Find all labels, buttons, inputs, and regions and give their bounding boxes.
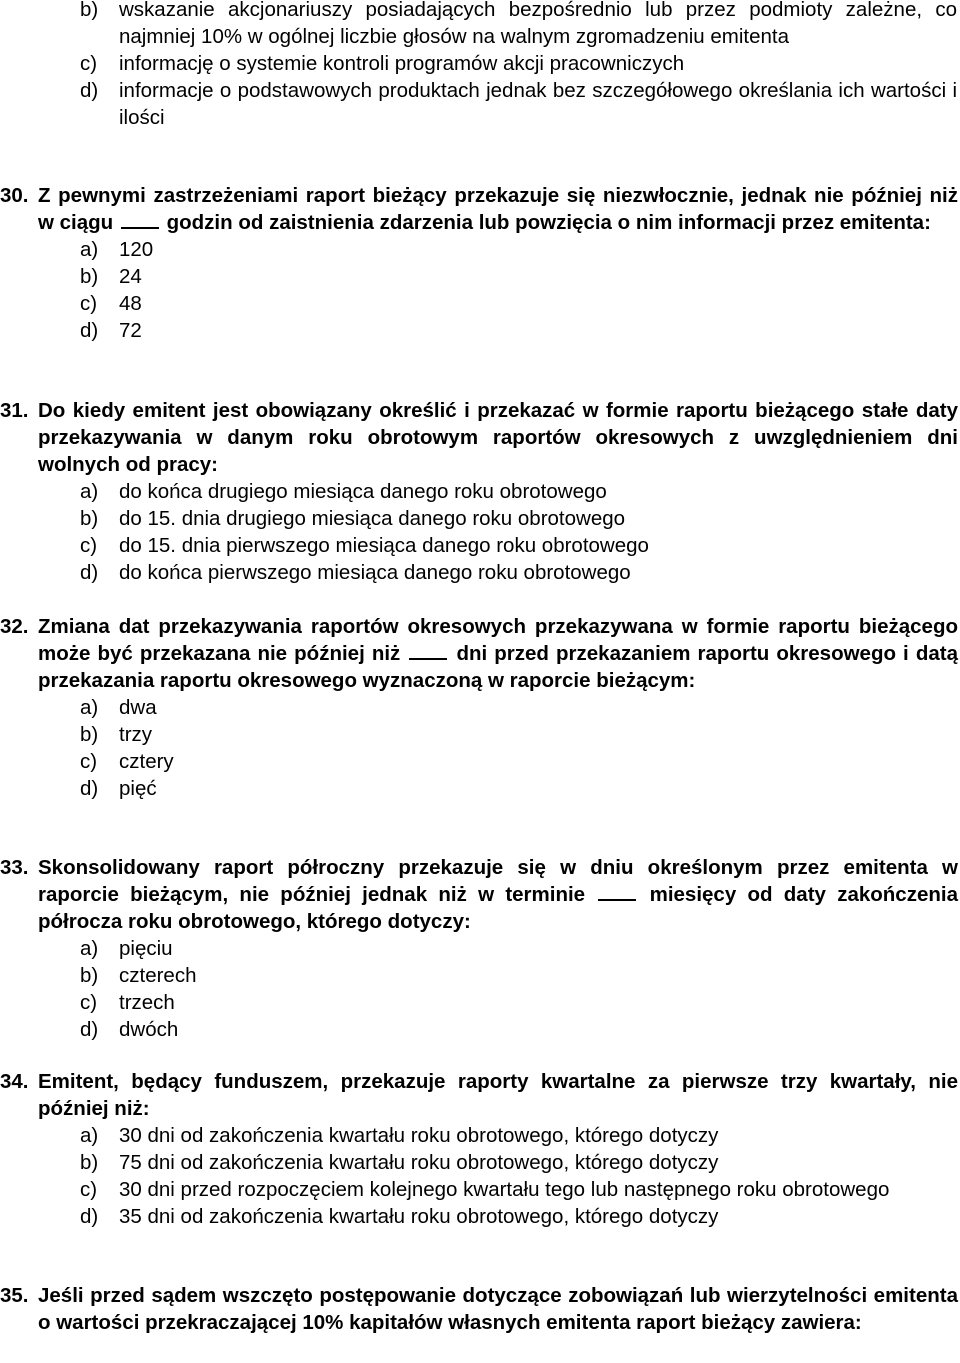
option-b: [0, 1149, 957, 1176]
option-text: dwa: [119, 696, 157, 719]
stem-text: Do kiedy emitent jest obowiązany określić i przekazać w formie raportu bieżącego stałe daty przekazywania w danym roku obrotowym raportów okresowych z uwzględnieniem dni wolnych od pracy:: [38, 399, 958, 476]
question-stem: [0, 1282, 958, 1336]
question-stem: [0, 182, 958, 236]
question-34: [0, 1068, 960, 1230]
option-b: [0, 505, 957, 532]
option-label: c): [80, 750, 98, 773]
question-number: 32.: [0, 615, 29, 638]
stem-text-before: Skonsolidowany raport półroczny przekazuje się w dniu określonym przez emitenta w raporcie bieżącym, nie później jednak niż w terminie: [38, 856, 958, 906]
option-text: informację o systemie kontroli programów akcji pracowniczych: [119, 52, 685, 75]
question-number: 30.: [0, 184, 29, 207]
option-d: [0, 317, 957, 344]
option-text: trzy: [119, 723, 153, 746]
option-d: [0, 77, 957, 131]
option-label: b): [80, 1151, 99, 1174]
option-label: b): [80, 723, 99, 746]
option-text: 24: [119, 265, 142, 288]
option-label: a): [80, 1124, 99, 1147]
option-c: [0, 1176, 957, 1203]
option-text: 30 dni przed rozpoczęciem kolejnego kwartału tego lub następnego roku obrotowego: [119, 1178, 890, 1201]
option-label: b): [80, 964, 99, 987]
option-label: c): [80, 1178, 98, 1201]
answer-blank: [121, 211, 159, 229]
option-text: do 15. dnia drugiego miesiąca danego roku obrotowego: [119, 507, 626, 530]
question-stem: [0, 397, 958, 478]
option-c: [0, 290, 957, 317]
option-text: do końca pierwszego miesiąca danego roku obrotowego: [119, 561, 631, 584]
option-label: a): [80, 937, 99, 960]
option-text: wskazanie akcjonariuszy posiadających bezpośrednio lub przez podmioty zależne, co najmniej 10% w ogólnej liczbie głosów na walnym zgromadzeniu emitenta: [119, 0, 957, 48]
option-text: trzech: [119, 991, 175, 1014]
question-35: [0, 1282, 960, 1336]
option-label: b): [80, 0, 99, 21]
stem-text: Emitent, będący funduszem, przekazuje raporty kwartalne za pierwsze trzy kwartały, nie później niż:: [38, 1070, 958, 1120]
question-32: [0, 613, 960, 802]
stem-text-after: dni przed przekazaniem raportu okresowego i datą przekazania raportu okresowego wyznaczoną w raporcie bieżącym:: [38, 642, 958, 692]
answer-blank: [409, 642, 447, 660]
option-a: [0, 694, 957, 721]
option-text: 48: [119, 292, 142, 315]
option-a: [0, 236, 957, 263]
option-c: [0, 50, 957, 77]
question-stem: [0, 1068, 958, 1122]
option-a: [0, 1122, 957, 1149]
option-text: 75 dni od zakończenia kwartału roku obrotowego, którego dotyczy: [119, 1151, 719, 1174]
question-number: 34.: [0, 1070, 29, 1093]
question-33: [0, 854, 960, 1043]
option-text: 35 dni od zakończenia kwartału roku obrotowego, którego dotyczy: [119, 1205, 719, 1228]
option-b: [0, 263, 957, 290]
option-text: cztery: [119, 750, 174, 773]
option-d: [0, 1203, 957, 1230]
option-text: 72: [119, 319, 142, 342]
option-a: [0, 478, 957, 505]
question-number: 35.: [0, 1284, 29, 1307]
stem-text: Jeśli przed sądem wszczęto postępowanie dotyczące zobowiązań lub wierzytelności emitenta o wartości przekraczającej 10% kapitałów własnych emitenta raport bieżący zawiera:: [38, 1284, 958, 1334]
option-a: [0, 935, 957, 962]
question-31: [0, 397, 960, 586]
option-text: dwóch: [119, 1018, 179, 1041]
option-label: d): [80, 79, 99, 102]
option-label: c): [80, 292, 98, 315]
question-stem: [0, 854, 958, 935]
option-label: d): [80, 561, 99, 584]
option-text: pięciu: [119, 937, 173, 960]
option-b: [0, 0, 957, 50]
option-label: a): [80, 480, 99, 503]
option-d: [0, 1016, 957, 1043]
option-text: 30 dni od zakończenia kwartału roku obrotowego, którego dotyczy: [119, 1124, 719, 1147]
question-stem: [0, 613, 958, 694]
option-text: czterech: [119, 964, 197, 987]
option-text: 120: [119, 238, 154, 261]
option-label: a): [80, 696, 99, 719]
option-label: c): [80, 534, 98, 557]
option-label: d): [80, 319, 99, 342]
option-text: do 15. dnia pierwszego miesiąca danego roku obrotowego: [119, 534, 649, 557]
option-d: [0, 775, 957, 802]
option-label: b): [80, 265, 99, 288]
option-label: d): [80, 777, 99, 800]
option-label: a): [80, 238, 99, 261]
option-label: b): [80, 507, 99, 530]
option-text: do końca drugiego miesiąca danego roku obrotowego: [119, 480, 607, 503]
question-number: 33.: [0, 856, 29, 879]
stem-text-after: godzin od zaistnienia zdarzenia lub powzięcia o nim informacji przez emitenta:: [166, 211, 931, 234]
stem-text-before: Zmiana dat przekazywania raportów okresowych przekazywana w formie raportu bieżącego może być przekazana nie później niż: [38, 615, 958, 665]
stem-text-before: Z pewnymi zastrzeżeniami raport bieżący przekazuje się niezwłocznie, jednak nie później niż w ciągu: [38, 184, 958, 234]
question-number: 31.: [0, 399, 29, 422]
option-label: c): [80, 52, 98, 75]
answer-blank: [598, 883, 636, 901]
option-text: informacje o podstawowych produktach jednak bez szczegółowego określania ich wartości i ilości: [119, 79, 957, 129]
option-label: c): [80, 991, 98, 1014]
option-label: d): [80, 1018, 99, 1041]
stem-text-after: miesięcy od daty zakończenia półrocza roku obrotowego, którego dotyczy:: [38, 883, 958, 933]
option-b: [0, 962, 957, 989]
option-c: [0, 989, 957, 1016]
option-c: [0, 748, 957, 775]
option-label: d): [80, 1205, 99, 1228]
option-c: [0, 532, 957, 559]
question-30: [0, 182, 960, 344]
option-d: [0, 559, 957, 586]
option-b: [0, 721, 957, 748]
question-continuation: [0, 0, 960, 131]
option-text: pięć: [119, 777, 157, 800]
